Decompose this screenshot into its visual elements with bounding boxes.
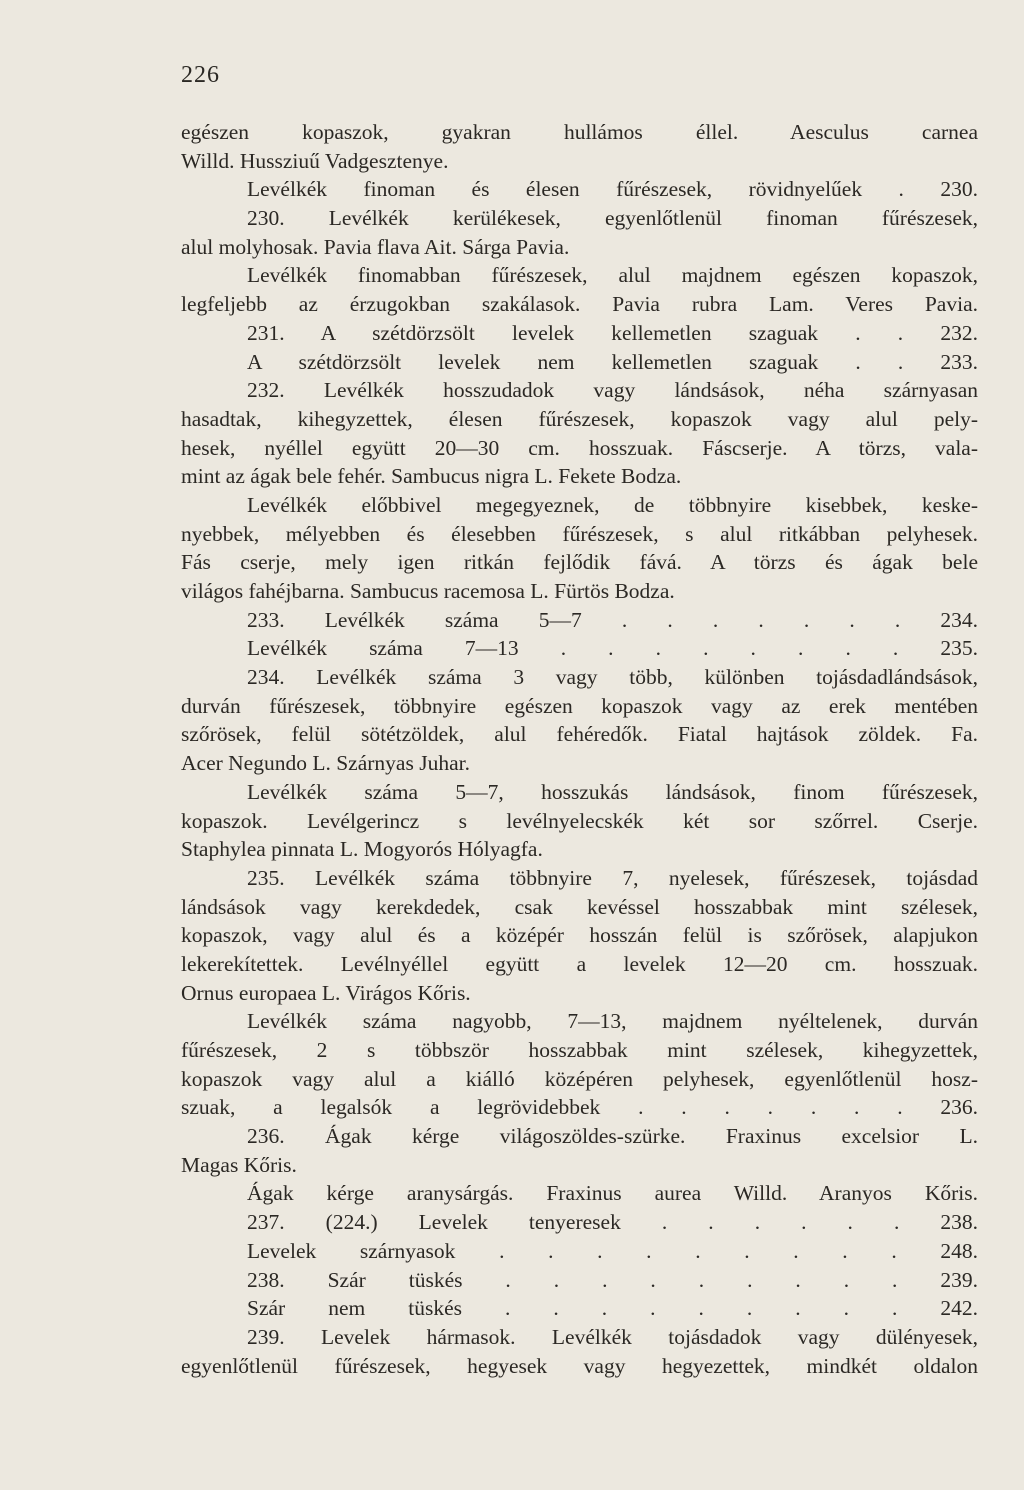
text-line: 234. Levélkék száma 3 vagy több, különben tojásdadlándsások, bbox=[247, 665, 978, 690]
text-line: legfeljebb az érzugokban szakálasok. Pavia rubra Lam. Veres Pavia. bbox=[181, 292, 978, 317]
text-line: Levélkék finoman és élesen fűrészesek, rövidnyelűek . 230. bbox=[247, 177, 978, 202]
text-line: alul molyhosak. Pavia flava Ait. Sárga Pavia. bbox=[181, 234, 570, 259]
text-line: Levélkék száma nagyobb, 7—13, majdnem nyéltelenek, durván bbox=[247, 1009, 978, 1034]
text-line: 233. Levélkék száma 5—7 . . . . . . . 234. bbox=[247, 607, 978, 632]
page-number: 226 bbox=[181, 62, 220, 88]
text-line: kopaszok vagy alul a kiálló középéren pelyhesek, egyenlőtlenül hosz- bbox=[181, 1066, 978, 1091]
text-line: nyebbek, mélyebben és élesebben fűrészesek, s alul ritkábban pelyhesek. bbox=[181, 521, 978, 546]
text-line: 235. Levélkék száma többnyire 7, nyelesek, fűrészesek, tojásdad bbox=[247, 865, 978, 890]
text-line: 236. Ágak kérge világoszöldes-szürke. Fraxinus excelsior L. bbox=[247, 1124, 978, 1149]
text-line: Levélkék száma 7—13 . . . . . . . . 235. bbox=[247, 636, 978, 661]
text-line: egészen kopaszok, gyakran hullámos éllel. Aesculus carnea bbox=[181, 120, 978, 144]
text-line: Levélkék előbbivel megegyeznek, de többnyire kisebbek, keske- bbox=[247, 492, 978, 517]
body-text bbox=[181, 118, 978, 1380]
text-line: kopaszok, vagy alul és a középér hosszán felül is szőrösek, alapjukon bbox=[181, 923, 978, 948]
text-line: lándsások vagy kerekdedek, csak kevéssel hosszabbak mint szélesek, bbox=[181, 894, 978, 919]
text-line: egyenlőtlenül fűrészesek, hegyesek vagy hegyezettek, mindkét oldalon bbox=[181, 1353, 978, 1378]
text-line: világos fahéjbarna. Sambucus racemosa L. Fürtös Bodza. bbox=[181, 579, 675, 603]
text-line: fűrészesek, 2 s többször hosszabbak mint szélesek, kihegyzettek, bbox=[181, 1038, 978, 1062]
text-line: Ornus europaea L. Virágos Kőris. bbox=[181, 980, 471, 1005]
text-line: Magas Kőris. bbox=[181, 1152, 297, 1177]
text-line: Staphylea pinnata L. Mogyorós Hólyagfa. bbox=[181, 837, 543, 862]
text-line: hasadtak, kihegyzettek, élesen fűrészesek, kopaszok vagy alul pely- bbox=[181, 406, 978, 431]
text-line: 237. (224.) Levelek tenyeresek . . . . . . 238. bbox=[247, 1210, 978, 1235]
text-line: hesek, nyéllel együtt 20—30 cm. hosszuak. Fáscserje. A törzs, vala- bbox=[181, 435, 978, 460]
text-line: lekerekítettek. Levélnyéllel együtt a levelek 12—20 cm. hosszuak. bbox=[181, 951, 978, 976]
text-line: 238. Szár tüskés . . . . . . . . . 239. bbox=[247, 1267, 978, 1292]
text-line: szuak, a legalsók a legrövidebbek . . . . . . . 236. bbox=[181, 1095, 978, 1120]
text-line: Levélkék finomabban fűrészesek, alul majdnem egészen kopaszok, bbox=[247, 263, 978, 288]
text-line: Szár nem tüskés . . . . . . . . . 242. bbox=[247, 1296, 978, 1321]
text-line: durván fűrészesek, többnyire egészen kopaszok vagy az erek mentében bbox=[181, 693, 978, 718]
text-line: Ágak kérge aranysárgás. Fraxinus aurea Willd. Aranyos Kőris. bbox=[247, 1181, 978, 1206]
text-line: mint az ágak bele fehér. Sambucus nigra L. Fekete Bodza. bbox=[181, 464, 682, 489]
text-line: A szétdörzsölt levelek nem kellemetlen szaguak . . 233. bbox=[247, 349, 978, 374]
text-line: szőrösek, felül sötétzöldek, alul fehéredők. Fiatal hajtások zöldek. Fa. bbox=[181, 722, 978, 747]
text-line: 239. Levelek hármasok. Levélkék tojásdadok vagy dülényesek, bbox=[247, 1324, 978, 1349]
text-line: 230. Levélkék kerülékesek, egyenlőtlenül finoman fűrészesek, bbox=[247, 206, 978, 231]
text-line: Willd. Hussziuű Vadgesztenye. bbox=[181, 148, 449, 173]
text-line: Levélkék száma 5—7, hosszukás lándsások, finom fűrészesek, bbox=[247, 779, 978, 804]
text-line: 231. A szétdörzsölt levelek kellemetlen szaguak . . 232. bbox=[247, 320, 978, 345]
text-line: Fás cserje, mely igen ritkán fejlődik fává. A törzs és ágak bele bbox=[181, 550, 978, 575]
text-line: Acer Negundo L. Szárnyas Juhar. bbox=[181, 751, 470, 776]
text-line: kopaszok. Levélgerincz s levélnyelecskék két sor szőrrel. Cserje. bbox=[181, 808, 978, 833]
text-line: Levelek szárnyasok . . . . . . . . . 248. bbox=[247, 1238, 978, 1263]
text-line: 232. Levélkék hosszudadok vagy lándsások, néha szárnyasan bbox=[247, 378, 978, 403]
